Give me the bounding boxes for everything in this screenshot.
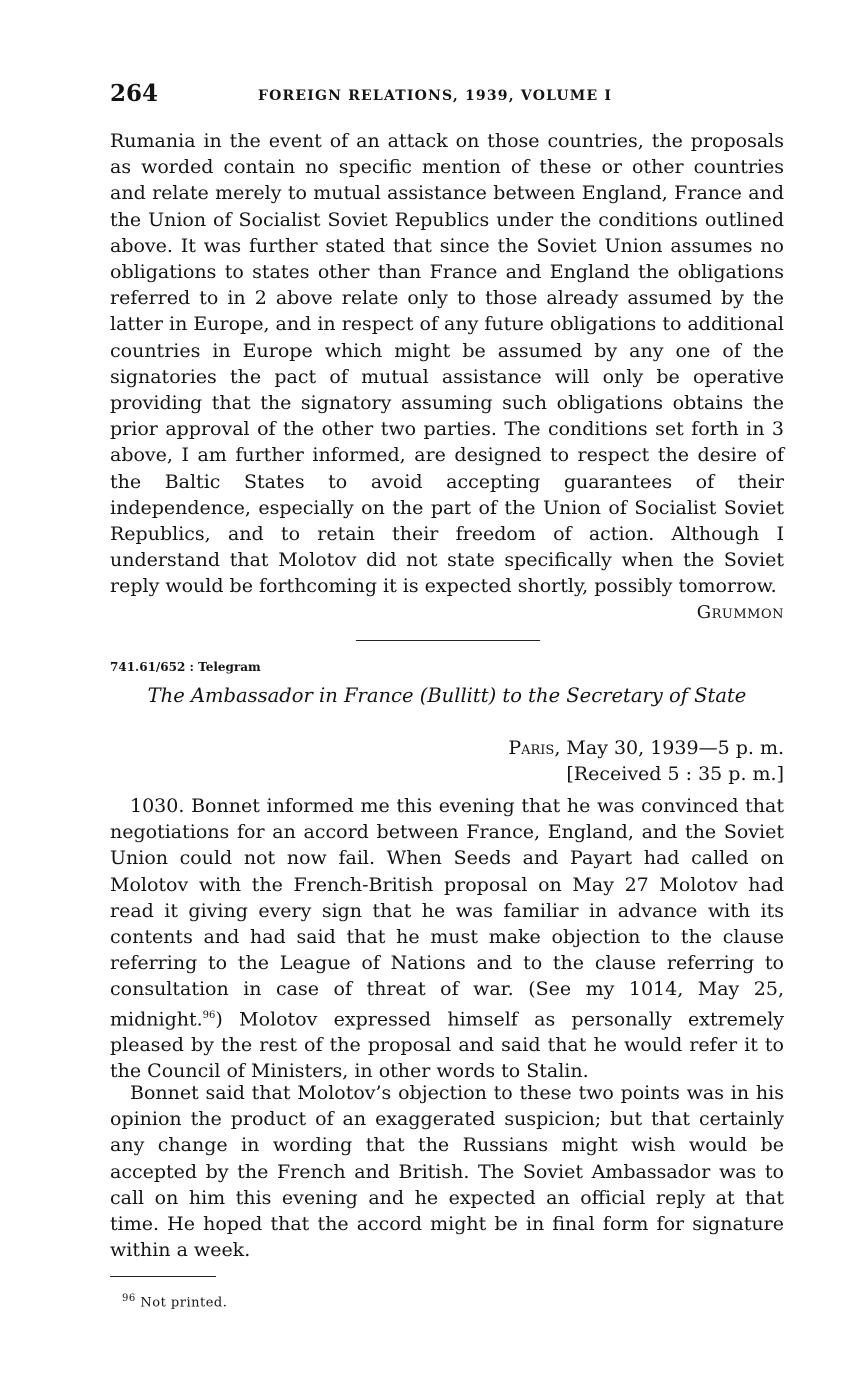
telegram-paragraph-1 (110, 793, 784, 1085)
footnote-text: Not printed. (140, 1295, 228, 1311)
footnote-divider (110, 1276, 216, 1277)
dateline (508, 735, 784, 787)
signature-grummon: Grummon (696, 602, 784, 623)
running-title: FOREIGN RELATIONS, 1939, VOLUME I (258, 88, 613, 104)
dateline-date: May 30, 1939—5 p. m. (566, 737, 784, 759)
page-header (110, 80, 784, 110)
received-time: [Received 5 : 35 p. m.] (566, 763, 784, 785)
paragraph-1-text-b: ) Molotov expressed himself as personally extremely pleased by the rest of the proposal and said that he would refer it to the Council of Ministers, in other words to Stalin. (110, 1007, 784, 1083)
footnote (122, 1293, 227, 1310)
footnote-mark: 96 (122, 1293, 136, 1304)
file-reference: 741.61/652 : Telegram (110, 660, 261, 674)
footnote-reference: 96 (202, 1009, 216, 1021)
telegram-paragraph-2: Bonnet said that Molotov’s objection to these two points was in his opinion the product of an exaggerated suspicion; but that certainly any change in wording that the Russians might wish would be accepted by the French and British. The Soviet Ambassador was to call on him this evening and he expected an official reply at that time. He hoped that the accord might be in final form for signature within a week. (110, 1082, 784, 1262)
document-title: The Ambassador in France (Bullitt) to the Secretary of State (147, 684, 747, 707)
page-number: 264 (110, 80, 159, 107)
continued-paragraph: Rumania in the event of an attack on those countries, the proposals as worded contain no specific mention of these or other countries and relate merely to mutual assistance between England, France and the Union of Socialist Soviet Republics under the conditions outlined above. It was further stated that since the Soviet Union assumes no obligations to states other than France and England the obligations referred to in 2 above relate only to those already assumed by the latter in Europe, and in respect of any future obligations to additional countries in Europe which might be assumed by any one of the signatories the pact of mutual assistance will only be operative providing that the signatory assuming such obligations obtains the prior approval of the other two parties. The conditions set forth in 3 above, I am further informed, are designed to respect the desire of the Baltic States to avoid accepting guarantees of their independence, especially on the part of the Union of Socialist Soviet Republics, and to retain their freedom of action. Although I understand that Molotov did not state specifically when the Soviet reply would be forthcoming it is expected shortly, possibly tomorrow. (110, 130, 784, 598)
section-divider (356, 640, 540, 641)
dateline-place: Paris, (508, 737, 561, 759)
paragraph-1-text-a: 1030. Bonnet informed me this evening that he was convinced that negotiations for an accord between France, England, and the Soviet Union could not now fail. When Seeds and Payart had called on Molotov with the French-British proposal on May 27 Molotov had read it giving every sign that he was familiar in advance with its contents and had said that he must make objection to the clause referring to the League of Nations and to the clause referring to consultation in case of threat of war. (See my 1014, May 25, midnight. (110, 795, 784, 1030)
